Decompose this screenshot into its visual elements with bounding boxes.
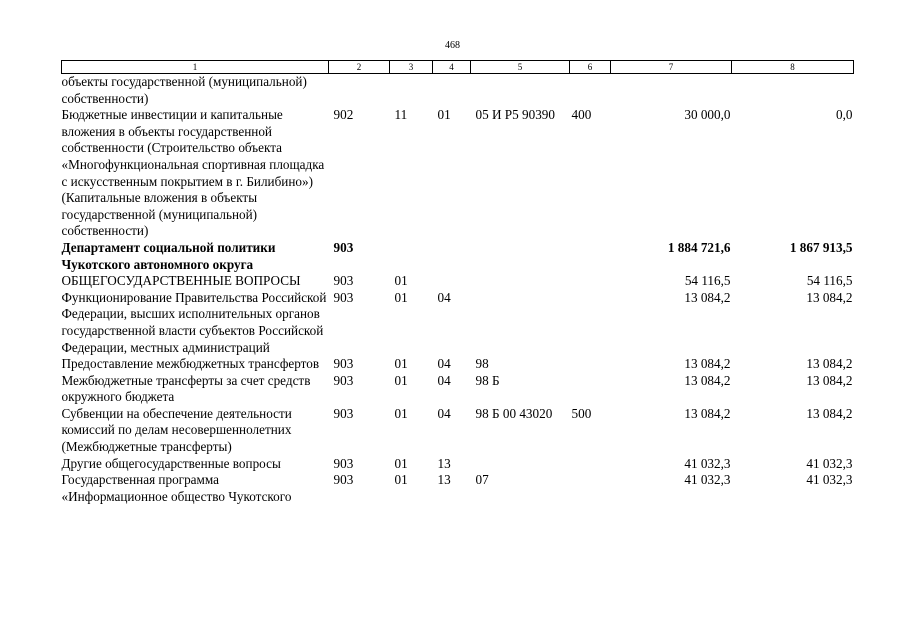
header-col-5: 5 <box>471 61 570 74</box>
row-amount-2-cell: 13 084,2 <box>806 356 853 372</box>
row-expense-type-cell <box>570 373 611 406</box>
header-col-4: 4 <box>433 61 471 74</box>
table-body <box>62 74 854 506</box>
row-section-cell: 01 <box>394 455 408 471</box>
row-amount-2-cell: 1 867 913,5 <box>789 239 853 255</box>
row-ministry-cell: 903 <box>333 273 354 289</box>
row-subsection-cell: 13 <box>437 472 451 488</box>
row-ministry-cell: 903 <box>333 356 354 372</box>
row-name-cell: объекты государственной (муниципальной) собственности) <box>61 74 307 106</box>
header-row <box>62 61 854 74</box>
row-name-cell: Субвенции на обеспечение деятельности комиссий по делам несовершеннолетних (Межбюджетные трансферты) <box>61 405 292 455</box>
row-ministry-cell: 903 <box>333 372 354 388</box>
row-amount-2-cell: 13 084,2 <box>806 372 853 388</box>
header-col-2: 2 <box>329 61 390 74</box>
row-section-cell <box>390 74 433 108</box>
row-subsection-cell: 04 <box>437 289 451 305</box>
table-header <box>62 61 854 74</box>
page-number: 468 <box>445 40 460 51</box>
row-subsection-cell: 04 <box>437 405 451 421</box>
row-name-cell: Другие общегосударственные вопросы <box>61 455 281 471</box>
row-subsection-cell <box>433 273 471 290</box>
row-amount-1-cell: 13 084,2 <box>684 405 731 421</box>
table-row <box>62 74 854 108</box>
table-row <box>62 107 854 240</box>
table-row <box>62 290 854 356</box>
row-expense-type-cell <box>570 290 611 356</box>
row-section-cell: 01 <box>394 372 408 388</box>
row-amount-2-cell: 13 084,2 <box>806 405 853 421</box>
row-subsection-cell: 01 <box>437 107 451 123</box>
row-name-cell: Предоставление межбюджетных трансфертов <box>61 356 320 372</box>
table-row <box>62 373 854 406</box>
row-section-cell: 11 <box>394 107 408 123</box>
header-col-6: 6 <box>570 61 611 74</box>
row-target-article-cell: 98 <box>475 356 489 372</box>
row-section-cell: 01 <box>394 405 408 421</box>
row-target-article-cell: 98 Б 00 43020 <box>475 405 553 421</box>
row-amount-1-cell: 13 084,2 <box>684 372 731 388</box>
row-ministry-cell <box>329 74 390 108</box>
row-subsection-cell <box>433 240 471 273</box>
row-amount-1-cell: 54 116,5 <box>684 273 731 289</box>
row-section-cell: 01 <box>394 356 408 372</box>
row-amount-1-cell <box>611 74 732 108</box>
row-expense-type-cell <box>570 273 611 290</box>
row-subsection-cell: 04 <box>437 372 451 388</box>
row-amount-2-cell: 41 032,3 <box>806 455 853 471</box>
row-target-article-cell: 05 И Р5 90390 <box>475 107 555 123</box>
table-row <box>62 356 854 373</box>
row-ministry-cell: 903 <box>333 472 354 488</box>
row-section-cell: 01 <box>394 289 408 305</box>
row-amount-2-cell: 54 116,5 <box>806 273 853 289</box>
row-expense-type-cell <box>570 472 611 505</box>
row-expense-type-cell <box>570 356 611 373</box>
row-expense-type-cell: 500 <box>571 405 592 421</box>
row-expense-type-cell: 400 <box>571 107 592 123</box>
row-amount-2-cell: 41 032,3 <box>806 472 853 488</box>
header-col-1: 1 <box>62 61 329 74</box>
row-name-cell: Функционирование Правительства Российской Федерации, высших исполнительных органов государственной власти субъектов Российской Федерации, местных администраций <box>61 289 327 355</box>
row-name-cell: Межбюджетные трансферты за счет средств окружного бюджета <box>61 372 311 405</box>
row-amount-2-cell <box>732 74 854 108</box>
table-row <box>62 406 854 456</box>
row-target-article-cell <box>471 290 570 356</box>
row-ministry-cell: 903 <box>333 239 354 255</box>
row-name-cell: Государственная программа «Информационное общество Чукотского <box>61 472 292 504</box>
row-ministry-cell: 903 <box>333 405 354 421</box>
row-target-article-cell <box>471 273 570 290</box>
header-col-8: 8 <box>732 61 854 74</box>
row-amount-1-cell: 41 032,3 <box>684 472 731 488</box>
row-target-article-cell <box>471 240 570 273</box>
row-name-cell: Бюджетные инвестиции и капитальные вложения в объекты государственной собственности (Строительство объекта «Многофункциональная спортивная площадка с искусственным покрытием в г. Билибино») (Капитальные вложения в объекты государственной (муниципальной) собственности) <box>61 107 325 239</box>
table-row <box>62 240 854 273</box>
row-amount-1-cell: 13 084,2 <box>684 289 731 305</box>
table-row <box>62 273 854 290</box>
row-amount-1-cell: 30 000,0 <box>684 107 731 123</box>
row-amount-2-cell: 0,0 <box>836 107 853 123</box>
row-target-article-cell <box>471 456 570 473</box>
row-section-cell: 01 <box>394 273 408 289</box>
row-subsection-cell: 13 <box>437 455 451 471</box>
row-ministry-cell: 902 <box>333 107 354 123</box>
budget-table <box>61 60 854 505</box>
row-amount-1-cell: 41 032,3 <box>684 455 731 471</box>
header-col-7: 7 <box>611 61 732 74</box>
row-amount-1-cell: 13 084,2 <box>684 356 731 372</box>
table-row <box>62 472 854 505</box>
row-subsection-cell <box>433 74 471 108</box>
row-name-cell: ОБЩЕГОСУДАРСТВЕННЫЕ ВОПРОСЫ <box>61 273 301 289</box>
row-amount-2-cell: 13 084,2 <box>806 289 853 305</box>
row-target-article-cell: 98 Б <box>475 372 500 388</box>
row-name-cell: Департамент социальной политики Чукотского автономного округа <box>61 239 276 272</box>
row-ministry-cell: 903 <box>333 455 354 471</box>
row-expense-type-cell <box>570 240 611 273</box>
table-row <box>62 456 854 473</box>
row-expense-type-cell <box>570 456 611 473</box>
row-ministry-cell: 903 <box>333 289 354 305</box>
row-amount-1-cell: 1 884 721,6 <box>667 239 731 255</box>
row-section-cell: 01 <box>394 472 408 488</box>
row-section-cell <box>390 240 433 273</box>
row-expense-type-cell <box>570 74 611 108</box>
row-subsection-cell: 04 <box>437 356 451 372</box>
header-col-3: 3 <box>390 61 433 74</box>
row-target-article-cell: 07 <box>475 472 489 488</box>
row-target-article-cell <box>471 74 570 108</box>
